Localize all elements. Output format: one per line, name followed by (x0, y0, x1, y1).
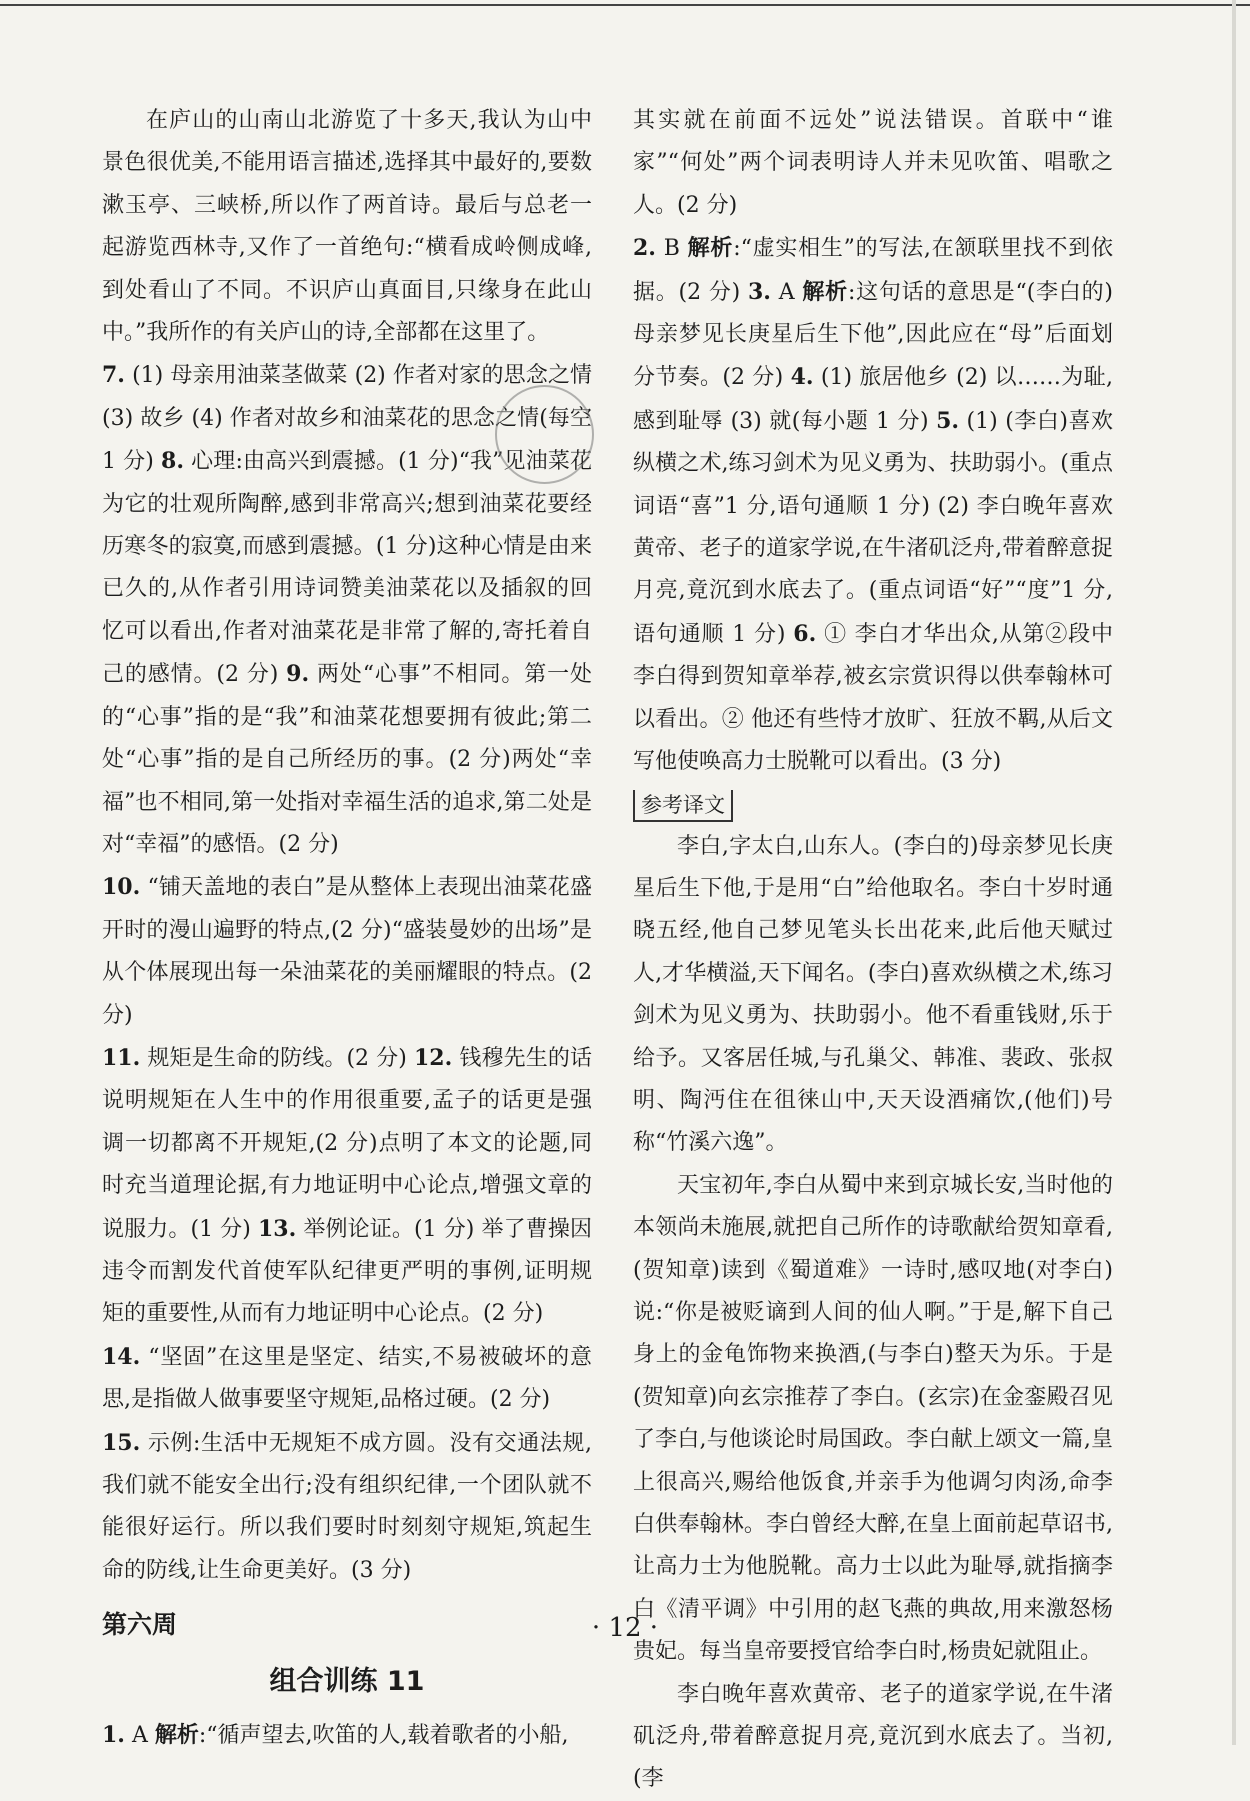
answer-paragraph (102, 1422, 592, 1593)
answer-paragraph (102, 1714, 592, 1757)
answer-paragraph (102, 866, 592, 1037)
answer-text: 天宝初年,李白从蜀中来到京城长安,当时他的本领尚未施展,就把自己所作的诗歌献给贺知章看,(贺知章)读到《蜀道难》一诗时,感叹地(对李白)说:“你是被贬谪到人间的仙人啊。”于是,解下自己身上的金龟饰物来换酒,(与李白)整天为乐。于是(贺知章)向玄宗推荐了李白。(玄宗)在金銮殿召见了李白,与他谈论时局国政。李白献上颂文一篇,皇上很高兴,赐给他饭食,并亲手为他调匀肉汤,命李白供奉翰林。李白曾经大醉,在皇上面前起草诏书,让高力士为他脱靴。高力士以此为耻辱,就指摘李白《清平调》中引用的赵飞燕的典故,用来激怒杨贵妃。每当皇帝要授官给李白时,杨贵妃就阻止。 (633, 1172, 1113, 1665)
answer-paragraph (102, 1037, 592, 1336)
answer-paragraph (633, 227, 1113, 783)
answer-text: 在庐山的山南山北游览了十多天,我认为山中景色很优美,不能用语言描述,选择其中最好的,要数漱玉亭、三峡桥,所以作了两首诗。最后与总老一起游览西林寺,又作了一首绝句:“横看成岭侧成峰,到处看山了不同。不识庐山真面目,只缘身在此山中。”我所作的有关庐山的诗,全部都在这里了。 (102, 108, 592, 346)
answer-text: 心理:由高兴到震撼。(1 分)“我”见油菜花为它的壮观所陶醉,感到非常高兴;想到油菜花要经历寒冬的寂寞,而感到震撼。(1 分)这种心情是由来已久的,从作者引用诗词赞美油菜花以及插叙的回忆可以看出,作者对油菜花是非常了解的,寄托着自己的感情。(2 分) (102, 449, 592, 688)
answer-label: 11. (102, 1044, 141, 1071)
answer-text: 示例:生活中无规矩不成方圆。没有交通法规,我们就不能安全出行;没有组织纪律,一个团队就不能很好运行。所以我们要时时刻刻守规矩,筑起生命的防线,让生命更美好。(3 分) (102, 1430, 592, 1583)
answer-text: 两处“心事”不相同。第一处的“心事”指的是“我”和油菜花想要拥有彼此;第二处“心事”指的是自己所经历的事。(2 分)两处“幸福”也不相同,第一处指对幸福生活的追求,第二处是对“幸福”的感悟。(2 分) (102, 662, 592, 857)
answer-label: 15. (102, 1429, 141, 1456)
answer-paragraph (633, 100, 1113, 227)
answer-label: 6. (793, 620, 817, 647)
section-heading: 第六周 (102, 1610, 178, 1640)
answer-label: 10. (102, 874, 141, 901)
answer-label: 解析 (802, 278, 848, 305)
translation-paragraph (102, 100, 592, 354)
answer-text: 李白,字太白,山东人。(李白的)母亲梦见长庚星后生下他,于是用“白”给他取名。李白十岁时通晓五经,他自己梦见笔头长出花来,此后他天赋过人,才华横溢,天下闻名。(李白)喜欢纵横之术,练习剑术为见义勇为、扶助弱小。他不看重钱财,乐于给予。又客居任城,与孔巢父、韩准、裴政、张叔明、陶沔住在徂徕山中,天天设酒痛饮,(他们)号称“竹溪六逸”。 (633, 833, 1113, 1156)
answer-text: (1) 母亲用油菜茎做菜 (2) 作者对家的思念之情 (3) 故乡 (4) 作者对故乡和油菜花的思念之情(每空 1 分) (102, 363, 592, 475)
unit-title: 组合训练 11 (269, 1666, 425, 1698)
left-column (102, 100, 592, 1758)
answer-text: :“虚实相生”的写法,在颔联里找不到依据。(2 分) (633, 236, 1114, 305)
page-edge (1232, 0, 1236, 1745)
top-rule (0, 4, 1250, 6)
answer-label: 9. (286, 661, 310, 688)
page-number: · 12 · (591, 1613, 659, 1643)
translation-paragraph (633, 826, 1113, 1165)
answer-text: 钱穆先生的话说明规矩在人生中的作用很重要,孟子的话更是强调一切都离不开规矩,(2 分)点明了本文的论题,同时充当道理论据,有力地证明中心论点,增强文章的说服力。(1 分) (102, 1045, 592, 1242)
reference-translation-heading (633, 784, 1113, 826)
answer-text: 举例论证。(1 分) 举了曹操因违令而割发代首使军队纪律更严明的事例,证明规矩的重要性,从而有力地证明中心论点。(2 分) (102, 1216, 592, 1327)
answer-label: 13. (258, 1215, 297, 1242)
answer-text: (1) 旅居他乡 (2) 以……为耻,感到耻辱 (3) 就(每小题 1 分) (633, 365, 1113, 434)
answer-text: ① 李白才华出众,从第②段中李白得到贺知章举荐,被玄宗赏识得以供奉翰林可以看出。② 他还有些恃才放旷、狂放不羁,从后文写他使唤高力士脱靴可以看出。(3 分) (633, 621, 1114, 775)
answer-label: 1. (102, 1722, 125, 1749)
answer-text: “坚固”在这里是坚定、结实,不易被破坏的意思,是指做人做事要坚守规矩,品格过硬。(2 分) (102, 1344, 592, 1413)
answer-text: (1) (李白)喜欢纵横之术,练习剑术为见义勇为、扶助弱小。(重点词语“喜”1 分,语句通顺 1 分) (2) 李白晚年喜欢黄帝、老子的道家学说,在牛渚矶泛舟,带着醉意捉月亮,竟沉到水底去了。(重点词语“好”“度”1 分,语句通顺 1 分) (633, 408, 1113, 647)
answer-text: A (124, 1723, 155, 1749)
reference-translation-label: 参考译文 (633, 790, 733, 822)
answer-label: 14. (102, 1343, 141, 1370)
right-column (633, 100, 1113, 1801)
answer-text: B (655, 236, 688, 262)
answer-label: 解析 (687, 235, 734, 262)
answer-text: :“循声望去,吹笛的人,载着歌者的小船, (198, 1723, 569, 1749)
answer-text: :这句话的意思是“(李白的)母亲梦见长庚星后生下他”,因此应在“母”后面划分节奏。(2 分) (633, 279, 1113, 391)
answer-text: 李白晚年喜欢黄帝、老子的道家学说,在牛渚矶泛舟,带着醉意捉月亮,竟沉到水底去了。当初,(李 (633, 1681, 1113, 1792)
answer-text: 其实就在前面不远处”说法错误。首联中“谁家”“何处”两个词表明诗人并未见吹笛、唱歌之人。(2 分) (633, 108, 1113, 218)
answer-label: 12. (414, 1044, 453, 1071)
answer-label: 2. (633, 235, 656, 262)
translation-paragraph (633, 1165, 1113, 1674)
answer-label: 3. (748, 278, 771, 305)
answer-label: 5. (936, 407, 960, 434)
answer-text: 规矩是生命的防线。(2 分) (140, 1045, 414, 1071)
answer-text: “铺天盖地的表白”是从整体上表现出油菜花盛开时的漫山遍野的特点,(2 分)“盛装曼妙的出场”是从个体展现出每一朵油菜花的美丽耀眼的特点。(2 分) (102, 875, 592, 1028)
answer-label: 8. (161, 448, 184, 475)
answer-label: 解析 (154, 1722, 199, 1749)
translation-paragraph (633, 1674, 1113, 1801)
seal-stamp (495, 385, 594, 484)
answer-label: 7. (102, 362, 125, 389)
answer-text: A (770, 279, 803, 305)
answer-paragraph (102, 1336, 592, 1422)
answer-label: 4. (790, 364, 814, 391)
